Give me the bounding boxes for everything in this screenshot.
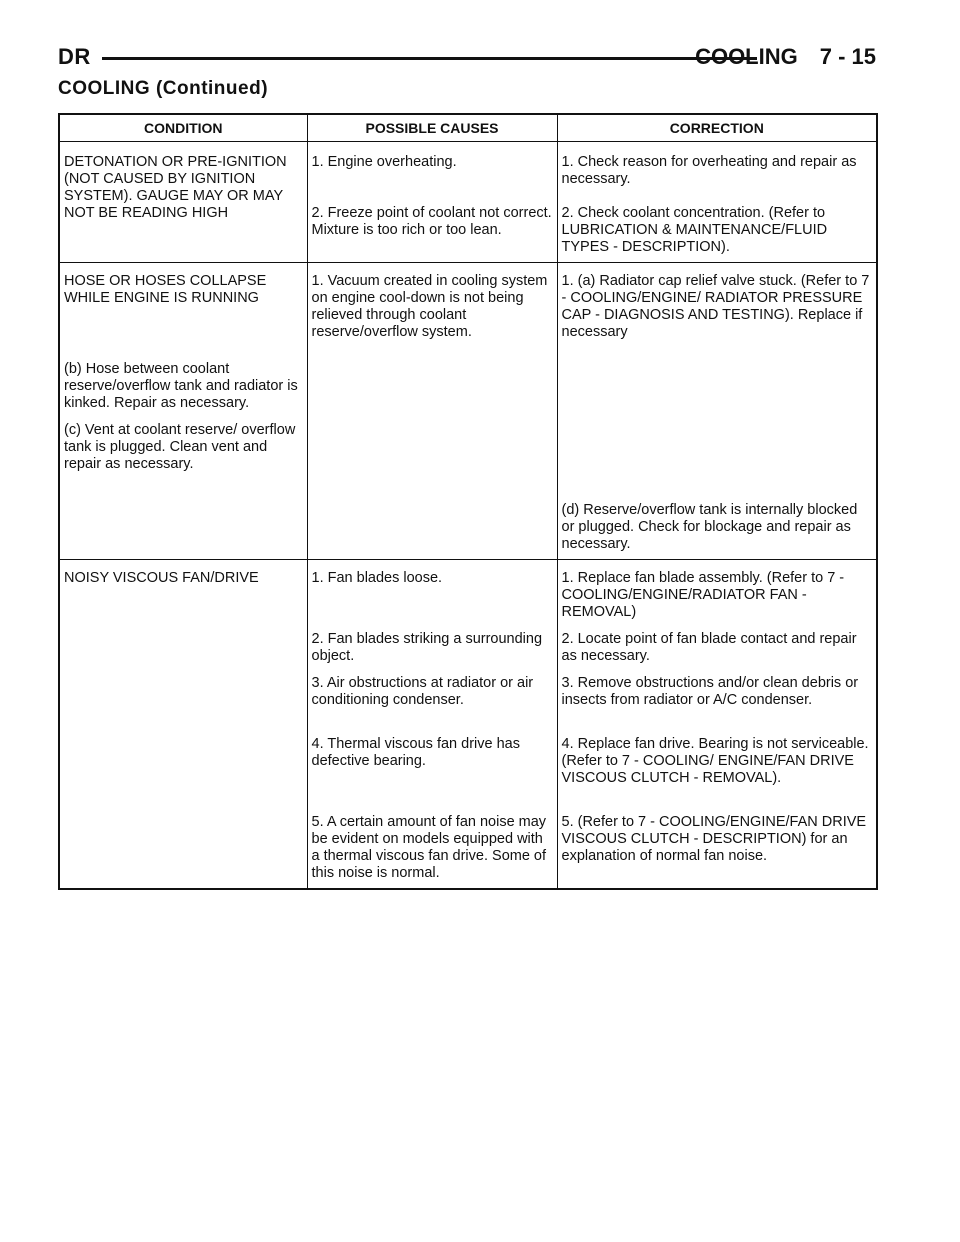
condition-text: (c) Vent at coolant reserve/ overflow tank is plugged. Clean vent and repair as necessary. bbox=[64, 422, 296, 472]
cause-text: 4. Thermal viscous fan drive has defective bearing. bbox=[311, 736, 520, 769]
column-header-correction: CORRECTION bbox=[557, 114, 877, 142]
header-rule bbox=[102, 57, 757, 60]
header-right bbox=[695, 44, 876, 70]
correction-text: (d) Reserve/overflow tank is internally blocked or plugged. Check for blockage and repair as necessary. bbox=[561, 502, 858, 552]
condition-text: DETONATION OR PRE-IGNITION (NOT CAUSED BY IGNITION SYSTEM). GAUGE MAY OR MAY NOT BE READING HIGH bbox=[64, 154, 287, 221]
correction-text: 2. Locate point of fan blade contact and repair as necessary. bbox=[561, 631, 857, 664]
table-header-row bbox=[59, 114, 877, 142]
cause-text: 5. A certain amount of fan noise may be evident on models equipped with a thermal viscous fan drive. Some of this noise is normal. bbox=[311, 814, 547, 881]
correction-text: 1. Check reason for overheating and repair as necessary. bbox=[561, 154, 857, 187]
condition-cell bbox=[59, 263, 307, 560]
correction-text: 1. Replace fan blade assembly. (Refer to 7 - COOLING/ENGINE/RADIATOR FAN - REMOVAL) bbox=[561, 570, 845, 620]
correction-text: 4. Replace fan drive. Bearing is not serviceable. (Refer to 7 - COOLING/ ENGINE/FAN DRIVE VISCOUS CLUTCH - REMOVAL). bbox=[561, 736, 869, 786]
condition-text: NOISY VISCOUS FAN/DRIVE bbox=[64, 570, 259, 586]
table-row-hose bbox=[59, 263, 877, 560]
column-header-condition: CONDITION bbox=[59, 114, 307, 142]
correction-text: 5. (Refer to 7 - COOLING/ENGINE/FAN DRIVE VISCOUS CLUTCH - DESCRIPTION) for an explanation of normal fan noise. bbox=[561, 814, 867, 864]
cause-text: 2. Fan blades striking a surrounding object. bbox=[311, 631, 543, 664]
cause-text: 1. Engine overheating. bbox=[311, 154, 457, 170]
spacer bbox=[64, 412, 303, 422]
cause-text: 1. Fan blades loose. bbox=[311, 570, 443, 586]
correction-cell bbox=[557, 142, 877, 263]
diagnosis-table bbox=[58, 113, 878, 890]
cause-cell bbox=[307, 263, 557, 560]
page-subtitle: COOLING (Continued) bbox=[58, 78, 269, 99]
page-header bbox=[58, 44, 876, 74]
page-number: 7 - 15 bbox=[819, 44, 876, 69]
correction-text: 2. Check coolant concentration. (Refer to LUBRICATION & MAINTENANCE/FLUID TYPES - DESCRIPTION). bbox=[561, 205, 828, 255]
correction-cell bbox=[557, 560, 877, 890]
correction-cell bbox=[557, 263, 877, 560]
cause-text: 3. Air obstructions at radiator or air conditioning condenser. bbox=[311, 675, 534, 708]
table-row-fan bbox=[59, 560, 877, 890]
cause-cell bbox=[307, 142, 557, 263]
cause-text: 2. Freeze point of coolant not correct. Mixture is too rich or too lean. bbox=[311, 205, 552, 238]
cause-text: 1. Vacuum created in cooling system on engine cool-down is not being relieved through coolant reserve/overflow system. bbox=[311, 273, 548, 340]
correction-text: 3. Remove obstructions and/or clean debris or insects from radiator or A/C condenser. bbox=[561, 675, 859, 708]
section-name: COOLING bbox=[695, 44, 798, 69]
column-header-causes: POSSIBLE CAUSES bbox=[307, 114, 557, 142]
condition-text: HOSE OR HOSES COLLAPSE WHILE ENGINE IS RUNNING bbox=[64, 273, 267, 306]
table-row-detonation bbox=[59, 142, 877, 263]
cause-cell bbox=[307, 560, 557, 890]
condition-cell bbox=[59, 142, 307, 263]
condition-cell bbox=[59, 560, 307, 890]
manual-code: DR bbox=[58, 44, 91, 69]
condition-text: (b) Hose between coolant reserve/overflow tank and radiator is kinked. Repair as necessary. bbox=[64, 361, 298, 411]
correction-text: 1. (a) Radiator cap relief valve stuck. (Refer to 7 - COOLING/ENGINE/ RADIATOR PRESSURE CAP - DIAGNOSIS AND TESTING). Replace if necessary bbox=[561, 273, 870, 340]
